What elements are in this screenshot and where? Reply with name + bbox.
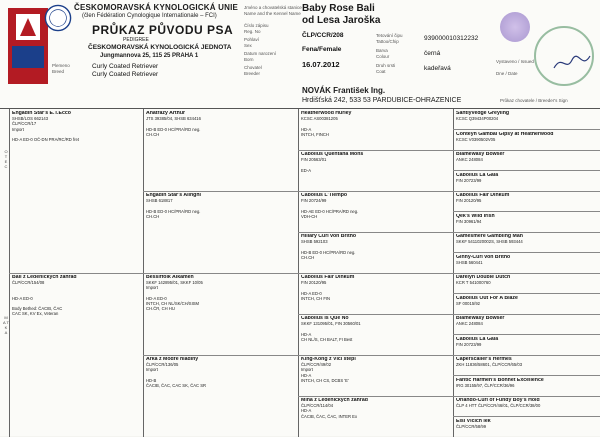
ancestor-detail: FIN 20723/99 <box>456 341 482 347</box>
coat-label: Druh srsti <box>376 63 396 68</box>
ancestor-detail: ČLP/CCR/136/05 <box>146 362 179 368</box>
ancestor-detail: SKKF 142895/01, SKKF 10/05 <box>146 280 203 286</box>
ancestor-detail: CH.CH <box>301 254 315 260</box>
ancestor-cell <box>456 398 598 416</box>
sex-label: Pohlaví <box>244 37 260 42</box>
ancestor-name: Darelyn Double Dutch <box>456 275 511 280</box>
ancestor-detail: HD-A <box>301 331 312 337</box>
ancestor-name: King-Kong z Vlčí stepi <box>301 357 356 362</box>
sex-label-en: Sex <box>244 43 252 48</box>
color-label: Barva <box>376 48 388 53</box>
ancestor-cell <box>146 193 296 272</box>
ancestor-detail: SKKF 131095/01, FIN 30560/01 <box>301 321 361 327</box>
ancestor-detail: ED-A <box>301 167 312 173</box>
chip-value: 939000010312232 <box>424 35 479 42</box>
ancestor-detail: VDH-CH <box>301 213 318 219</box>
ancestor-name: Hillary Curl von Britho <box>301 234 357 239</box>
ancestor-detail: KCSC V0390502V05 <box>456 136 496 142</box>
ancestor-detail: INTCH, CH NL/SK/CH/SISM <box>146 301 200 307</box>
ancestor-detail: FIN 20563/01 <box>301 157 327 163</box>
ancestor-detail: HD-A <box>301 372 312 378</box>
ancestor-detail: ZKH 11836/58601, ČLP/CCR/65/03 <box>456 362 523 368</box>
ancestor-detail: INTCH, FINCH <box>301 131 329 137</box>
ancestor-detail: ČACIB, ČAC, CAC SK, ČAC SR <box>146 383 207 389</box>
ancestor-name: Blamewasy Bowser <box>456 316 505 321</box>
ancestor-detail: SF 00015/92 <box>456 300 480 306</box>
ancestor-detail: ČLP/CCR/49/02 <box>301 362 332 368</box>
ancestor-name: Conteyn Gambai Gipsy at Heatherwood <box>456 131 554 137</box>
ancestor-cell <box>456 357 598 375</box>
ancestor-name: Elsi Vlčích lék <box>456 418 491 424</box>
ancestor-cell <box>301 234 451 272</box>
ancestor-name: Blamewasy Bowser <box>456 152 505 157</box>
ancestor-cell <box>301 193 451 231</box>
document-subtitle: PEDIGREE <box>123 37 149 43</box>
sire-side-label: O T E C <box>4 149 8 169</box>
color-value: černá <box>424 50 441 57</box>
ancestor-detail: ČACIB, ČAC, ČAC, INTER Ex <box>301 413 358 419</box>
ancestor-name: Cabolius Is Que No <box>301 316 349 321</box>
ancestor-detail: HD-AE ED-0 HC/PRA/RD neg. <box>301 208 359 214</box>
ancestor-detail: FIN 20723/99 <box>456 177 482 183</box>
breed-value-en: Curly Coated Retriever <box>92 71 159 78</box>
ancestor-name: Cabolius Out For A Blaze <box>456 295 518 301</box>
breed-label: Plemeno <box>52 63 70 68</box>
ancestor-cell <box>456 419 598 437</box>
date-label: Dne / Date <box>496 71 518 76</box>
ancestor-cell <box>456 152 598 170</box>
ancestor-name: Mina z Ledenických zahrad <box>301 398 368 403</box>
ancestor-detail: HD-A ED-0 <box>301 290 322 296</box>
ancestor-cell <box>456 173 598 191</box>
breeder-sign-label: Průkaz chovatele / Breeder's Sign <box>500 98 568 103</box>
pedigree-grid <box>0 108 600 437</box>
ancestor-cell <box>12 111 140 272</box>
ancestor-cell <box>146 275 296 354</box>
ancestor-detail: HD-B <box>146 377 157 383</box>
ancestor-detail: CH.ČR, CH HU <box>146 306 175 312</box>
ancestor-detail: HD-B ED-0 HC/PRA/RD neg. <box>146 208 201 214</box>
ancestor-detail: CH.CH <box>146 213 160 219</box>
ancestor-detail: INTCH, CH CS, DCBS 'E' <box>301 377 349 383</box>
fci-logo-icon <box>44 4 72 32</box>
breeder-label: Chovatel <box>244 65 262 70</box>
ancestor-detail: ČLP 4 HTT ČLP/CCR/46/01, ČLP/CCR/38/00 <box>456 403 541 409</box>
ancestor-detail: FIN 20724/99 <box>301 198 327 204</box>
ancestor-detail: HD-B ED-0 HC/PRA/RD neg. <box>301 249 356 255</box>
ancestor-cell <box>456 296 598 314</box>
ancestor-cell <box>456 132 598 150</box>
owner-name: NOVÁK František Ing. <box>302 86 386 95</box>
ancestor-detail: ČLP/CCR/114/04 <box>301 403 334 409</box>
document-title: PRŮKAZ PŮVODU PSA <box>92 23 234 37</box>
signature-icon <box>552 50 592 74</box>
dog-kennel: od Lesa Jaroška <box>302 15 381 26</box>
hologram-stamp-icon <box>500 12 530 42</box>
ancestor-cell <box>301 111 451 149</box>
ancestor-detail: CH NL/S, CH BALT, FI Best <box>301 336 353 342</box>
ancestor-detail: Import <box>146 285 158 291</box>
ancestor-cell <box>456 378 598 396</box>
ancestor-detail: KCSC Q39434P00204 <box>456 116 499 122</box>
ancestor-name: Bessiffolk Alkamen <box>146 275 194 280</box>
ancestor-detail: ANKC 248084 <box>456 157 483 163</box>
ancestor-cell <box>456 111 598 129</box>
ancestor-detail: ČLP/CCR/154/08 <box>12 280 45 286</box>
ancestor-detail: JTS 39385/04, SHSB 634416 <box>146 116 201 122</box>
ancestor-detail: SHSB 560441 <box>456 259 483 265</box>
ancestor-name: Engadin Star's Alinghi <box>146 193 201 198</box>
color-label-en: Colour <box>376 54 390 59</box>
ancestor-name: Engadin Star's E.T.Ecco <box>12 111 71 116</box>
ancestor-name: Bali z Ledenických zahrad <box>12 275 77 280</box>
ancestor-cell <box>301 357 451 395</box>
club-address: Jungmannova 25, 115 25 PRAHA 1 <box>100 53 199 59</box>
ancestor-detail: CH.CH <box>146 131 160 137</box>
ancestor-name: Anatrazy Arthur <box>146 111 186 116</box>
ancestor-cell <box>301 275 451 313</box>
ancestor-detail: FIN 30961/94 <box>456 218 482 224</box>
chip-label-en: Tattoo/Chip <box>376 39 399 44</box>
ancestor-detail: SHSB 592103 <box>301 239 328 245</box>
ancestor-detail: SHSB 618817 <box>146 198 173 204</box>
dob-value: 16.07.2012 <box>302 60 340 69</box>
dob-label: Datum narození <box>244 51 277 56</box>
ancestor-cell <box>301 152 451 190</box>
ancestor-detail: IRG 30155/97, ČLP/CCR/36/96 <box>456 382 515 388</box>
ancestor-cell <box>456 275 598 293</box>
ancestor-name: Cabolius Fair Dinkum <box>301 275 355 280</box>
ancestor-cell <box>301 398 451 436</box>
ancestor-cell <box>456 255 598 273</box>
ancestor-detail: ANKC 248084 <box>456 321 483 327</box>
ancestor-name: Qek's Wild Irish <box>456 213 495 219</box>
breed-value: Curly Coated Retriever <box>92 63 159 70</box>
header <box>0 0 600 108</box>
ancestor-name: Orlando-Curl of Fundy Boy's Hold <box>456 398 540 403</box>
ancestor-detail: HD-B ED-0 HC/PRA/RD neg. <box>146 126 201 132</box>
breed-label-en: Breed <box>52 69 65 74</box>
ancestor-detail: HD-A ED-0 <box>12 295 33 301</box>
ancestor-cell <box>301 316 451 354</box>
ancestor-detail: HD-A <box>301 126 312 132</box>
ancestor-cell <box>146 111 296 190</box>
ancestor-name: Arka z Modré hladiny <box>146 357 199 362</box>
ancestor-cell <box>456 234 598 252</box>
ancestor-name: Heatherwood Hurley <box>301 111 352 116</box>
ancestor-name: Caperscalier's Hermes <box>456 357 512 362</box>
ancestor-detail: KCR T 541000760 <box>456 280 491 286</box>
name-label: Jméno a chovatelská stanice <box>244 5 302 10</box>
ancestor-name: Cabolius L'Tiempo <box>301 193 348 198</box>
ancestor-cell <box>456 337 598 355</box>
dog-name: Baby Rose Bali <box>302 3 375 14</box>
ancestor-detail: FIN 20120/95 <box>456 198 482 204</box>
ancestor-cell <box>146 357 296 436</box>
ancestor-cell <box>12 275 140 436</box>
ancestor-name: Cabolius Quentana Mons <box>301 152 364 157</box>
issued-label: Vystaveno / Issued <box>496 59 534 64</box>
ancestor-detail: FIN 20120/95 <box>301 280 327 286</box>
ancestor-cell <box>456 214 598 232</box>
ancestor-detail: Import <box>12 126 24 132</box>
ancestor-name: Gamesmere Gambling Man <box>456 234 523 239</box>
ancestor-detail: Import <box>301 367 313 373</box>
ancestor-detail: KCSC AS00381205 <box>301 116 338 122</box>
ancestor-name: Santlyvedge Greyling <box>456 111 510 116</box>
owner-address: Hrdišťská 242, 533 53 PARDUBICE-OHRAZENICE <box>302 97 462 104</box>
name-label-en: Name and the Kennel Name <box>244 11 301 16</box>
ancestor-detail: CAC SK, KV Ex, Veteran <box>12 311 59 317</box>
ancestor-detail: INTCH, CH FIN <box>301 295 331 301</box>
ancestor-name: Fantic Harmen's Bonnet Excellence <box>456 377 544 383</box>
club-name: ČESKOMORAVSKÁ KYNOLOGICKÁ JEDNOTA <box>88 44 232 51</box>
ancestor-detail: ČLP/CCR/58/99 <box>456 423 487 429</box>
org-member: (člen Fédération Cynologique Internationale – FCI) <box>82 13 217 19</box>
ancestor-detail: ČLP/CCR/17 <box>12 121 37 127</box>
ancestor-name: Cabolius La Gala <box>456 336 499 342</box>
ancestor-detail: HD-A <box>301 408 312 414</box>
chip-label: Tetování čipu <box>376 33 403 38</box>
ancestor-name: Cabolius La Gala <box>456 172 499 178</box>
breeder-label-en: Breeder <box>244 71 261 76</box>
reg-label: Číslo zápisu <box>244 23 269 28</box>
ancestor-detail: SKKF 5411020002S, SHSB 593444 <box>456 239 523 245</box>
coat-value: kadeřavá <box>424 65 451 72</box>
ancestor-detail: Body Bethed: ČACIB, ČAC <box>12 306 63 312</box>
ancestor-cell <box>456 316 598 334</box>
ancestor-detail: HD-A ED-0 OČ-DN PRA/RC/RD fret <box>12 137 80 143</box>
ancestor-detail: SHSB/LOS 662143 <box>12 116 49 122</box>
dob-label-en: Born <box>244 57 254 62</box>
ancestor-name: Ginny-Curl von Britho <box>456 254 511 260</box>
ancestor-detail: HD-A ED-0 <box>146 295 167 301</box>
ancestor-cell <box>456 193 598 211</box>
ancestor-name: Cabolius Fair Dinkum <box>456 193 510 198</box>
org-name: ČESKOMORAVSKÁ KYNOLOGICKÁ UNIE <box>74 3 239 12</box>
reg-number: ČLP/CCR/208 <box>302 32 344 39</box>
ancestor-detail: Import <box>146 367 158 373</box>
reg-label-en: Reg. No <box>244 29 261 34</box>
sex-value: Fena/Female <box>302 46 342 53</box>
dam-side-label: M A T K A <box>3 315 9 335</box>
coat-label-en: Coat <box>376 69 386 74</box>
